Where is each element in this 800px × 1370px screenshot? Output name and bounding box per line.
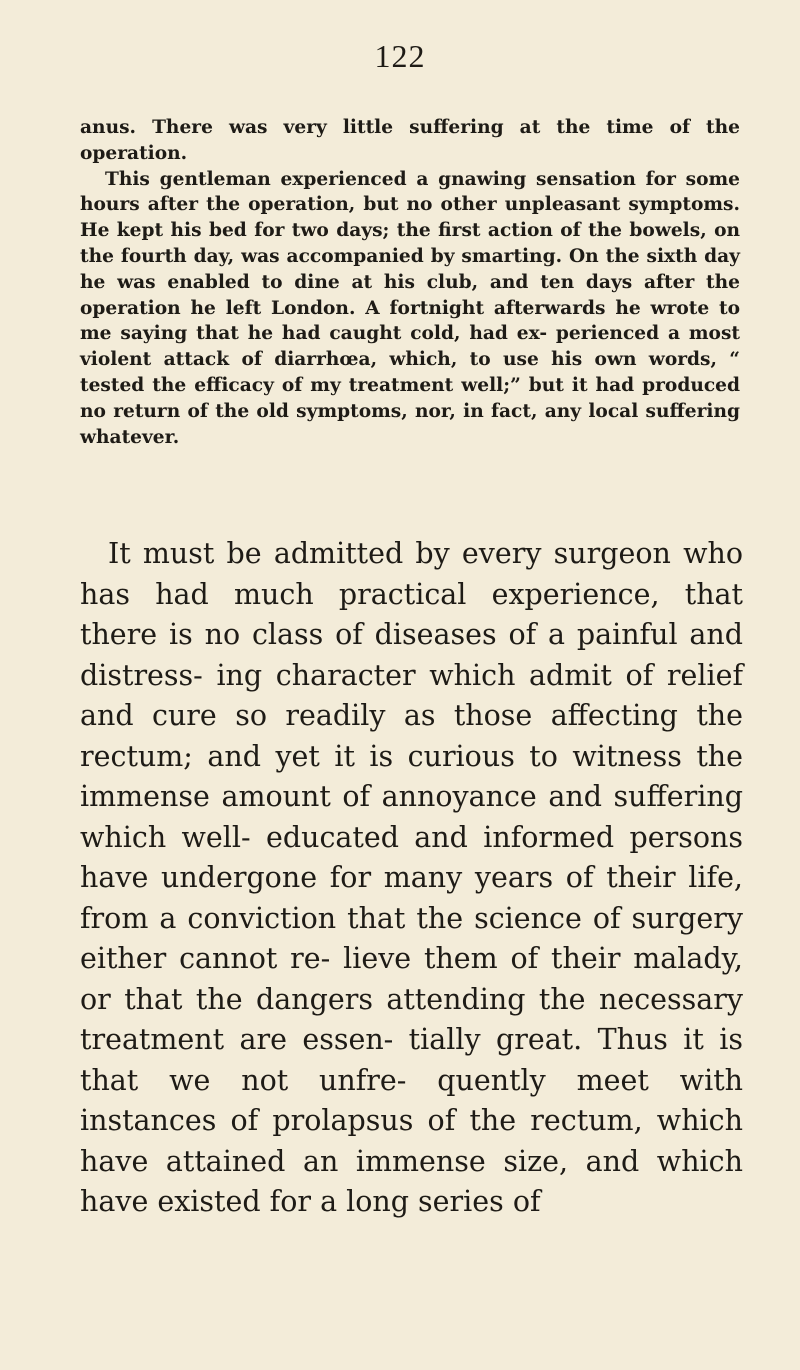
paragraph-rectal-diseases: It must be admitted by every surgeon who has had much practical experience, that there is no class of diseases of a painful and distress- ing character which admit of relief and cure so readily as those affecting the rectum; and yet it is curious to witness the immense amount of annoyance and suffering which well- educated and informed persons have undergone for many years of their life, from a conviction that the science of surgery either cannot re- lieve them of their malady, or that the dangers attending the necessary treatment are essen- tially great. Thus it is that we not unfre- quently meet with instances of prolapsus of the rectum, which have attained an immense size, and which have existed for a long series of: [80, 537, 743, 1218]
main-body-text: [80, 534, 743, 1223]
page-number: 122: [374, 38, 426, 74]
case-report-text: [80, 115, 740, 450]
paragraph-patient-recovery: This gentleman experienced a gnawing sensation for some hours after the operation, but no other unpleasant symptoms. He kept his bed for two days; the first action of the bowels, on the fourth day, was accompanied by smarting. On the sixth day he was enabled to dine at his club, and ten days after the operation he left London. A fortnight afterwards he wrote to me saying that he had caught cold, had ex- perienced a most violent attack of diarrhœa, which, to use his own words, “ tested the efficacy of my treatment well;” but it had produced no return of the old symptoms, nor, in fact, any local suffering whatever.: [80, 168, 740, 448]
paragraph-operation-note: anus. There was very little suffering at the time of the operation.: [80, 117, 740, 164]
